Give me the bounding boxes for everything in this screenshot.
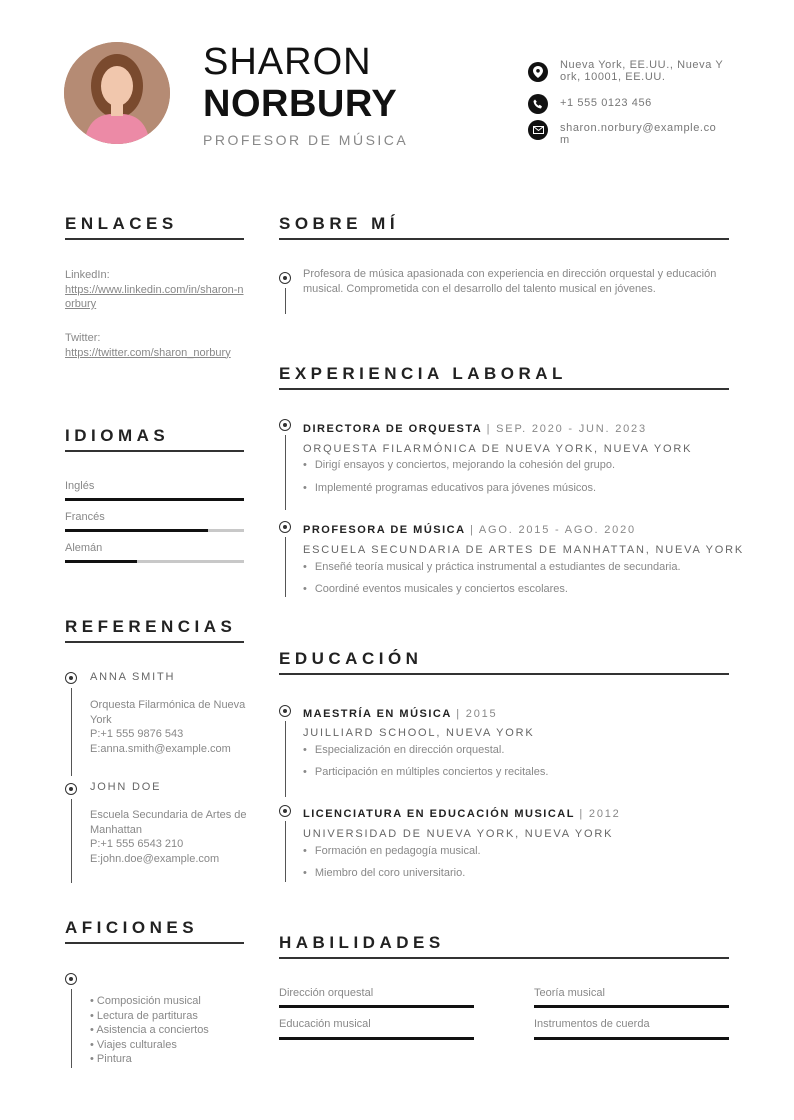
hobbies-divider [65, 942, 244, 944]
degree-bullet-icon [279, 805, 291, 817]
twitter-block [65, 331, 245, 360]
references-divider [65, 641, 244, 643]
skill-bar [279, 1005, 474, 1008]
language-level-fill [65, 560, 137, 563]
language-item [65, 541, 244, 572]
about-divider [279, 238, 729, 240]
hobby-item: • Asistencia a conciertos [90, 1023, 209, 1038]
job-title: PROFESOR DE MÚSICA [203, 132, 409, 148]
reference-timeline [71, 799, 72, 883]
links-heading: ENLACES [65, 214, 178, 233]
job-bullet: • Implementé programas educativos para jóvenes músicos. [303, 482, 596, 494]
about-heading: SOBRE MÍ [279, 214, 400, 233]
language-name: Francés [65, 511, 105, 523]
degree-title: MAESTRÍA EN MÚSICA [303, 708, 452, 720]
twitter-link[interactable]: https://twitter.com/sharon_norbury [65, 346, 231, 359]
degree-header [303, 804, 621, 822]
skill-bar [279, 1037, 474, 1040]
language-bar [65, 529, 244, 532]
contact-phone: +1 555 0123 456 [560, 97, 652, 109]
hobbies-heading: AFICIONES [65, 918, 199, 937]
degree-dates: | 2015 [456, 708, 498, 720]
language-list [65, 479, 244, 572]
experience-divider [279, 388, 729, 390]
job-header [303, 520, 636, 538]
phone-icon [528, 94, 548, 114]
reference-details [90, 808, 250, 866]
degree-dates: | 2012 [579, 808, 621, 820]
languages-heading: IDIOMAS [65, 426, 170, 445]
job-bullet-icon [279, 521, 291, 533]
hobby-item: • Lectura de partituras [90, 1009, 209, 1024]
location-icon [528, 62, 548, 82]
reference-email: E:john.doe@example.com [90, 852, 220, 865]
language-item [65, 479, 244, 510]
hobbies-bullet-icon [65, 973, 77, 985]
language-name: Alemán [65, 542, 103, 554]
language-level-fill [65, 529, 208, 532]
reference-bullet-icon [65, 672, 77, 684]
reference-org: Orquesta Filarmónica de Nueva York [90, 699, 246, 726]
job-bullet: • Coordiné eventos musicales y conciertos escolares. [303, 583, 568, 595]
links-divider [65, 238, 244, 240]
degree-header [303, 704, 497, 722]
skills-heading: HABILIDADES [279, 933, 445, 952]
skill-name: Teoría musical [534, 987, 605, 999]
hobby-item: • Composición musical [90, 994, 209, 1009]
language-bar [65, 560, 244, 563]
skill-bar [534, 1005, 729, 1008]
reference-email: E:anna.smith@example.com [90, 742, 231, 755]
job-org: ESCUELA SECUNDARIA DE ARTES DE MANHATTAN, NUEVA YORK [303, 544, 745, 556]
email-icon [528, 120, 548, 140]
job-dates: | SEP. 2020 - JUN. 2023 [486, 423, 647, 435]
experience-heading: EXPERIENCIA LABORAL [279, 364, 567, 383]
reference-name: ANNA SMITH [90, 671, 176, 683]
linkedin-label: LinkedIn: [65, 269, 110, 281]
job-org: ORQUESTA FILARMÓNICA DE NUEVA YORK, NUEVA YORK [303, 443, 693, 455]
reference-bullet-icon [65, 783, 77, 795]
contact-address: Nueva York, EE.UU., Nueva York, 10001, EE.UU. [560, 59, 724, 83]
profile-photo [64, 42, 170, 144]
language-level-fill [65, 498, 244, 501]
hobbies-timeline [71, 989, 72, 1068]
language-item [65, 510, 244, 541]
skill-bar [534, 1037, 729, 1040]
job-bullet-icon [279, 419, 291, 431]
languages-divider [65, 450, 244, 452]
degree-bullet-icon [279, 705, 291, 717]
job-timeline [285, 435, 286, 510]
language-name: Inglés [65, 480, 95, 492]
reference-phone: P:+1 555 9876 543 [90, 728, 184, 740]
linkedin-link[interactable]: https://www.linkedin.com/in/sharon-norbury [65, 283, 244, 310]
skill-name: Dirección orquestal [279, 987, 374, 999]
degree-timeline [285, 721, 286, 797]
degree-bullet: • Especialización en dirección orquestal. [303, 744, 504, 756]
about-timeline [285, 288, 286, 314]
job-title: DIRECTORA DE ORQUESTA [303, 423, 483, 435]
reference-details [90, 698, 250, 756]
degree-bullet: • Formación en pedagogía musical. [303, 845, 481, 857]
job-timeline [285, 537, 286, 597]
language-bar [65, 498, 244, 501]
degree-school: UNIVERSIDAD DE NUEVA YORK, NUEVA YORK [303, 828, 614, 840]
reference-name: JOHN DOE [90, 781, 162, 793]
job-bullet: • Enseñé teoría musical y práctica instrumental a estudiantes de secundaria. [303, 561, 681, 573]
job-title: PROFESORA DE MÚSICA [303, 524, 466, 536]
reference-timeline [71, 688, 72, 776]
hobby-item: • Viajes culturales [90, 1038, 209, 1053]
about-text: Profesora de música apasionada con experiencia en dirección orquestal y educación musical. Comprometida con el desarrollo del talento musical en jóvenes. [303, 268, 717, 295]
degree-title: LICENCIATURA EN EDUCACIÓN MUSICAL [303, 808, 575, 820]
education-heading: EDUCACIÓN [279, 649, 423, 668]
references-heading: REFERENCIAS [65, 617, 237, 636]
hobby-item: • Pintura [90, 1052, 209, 1067]
linkedin-block [65, 268, 245, 312]
job-header [303, 419, 647, 437]
last-name: NORBURY [203, 83, 398, 125]
first-name: SHARON [203, 41, 372, 83]
hobbies-list [90, 994, 209, 1067]
contact-email: sharon.norbury@example.com [560, 122, 717, 146]
about-bullet-icon [279, 272, 291, 284]
skills-divider [279, 957, 729, 959]
reference-org: Escuela Secundaria de Artes de Manhattan [90, 809, 247, 836]
degree-bullet: • Miembro del coro universitario. [303, 867, 465, 879]
twitter-label: Twitter: [65, 332, 101, 344]
job-dates: | AGO. 2015 - AGO. 2020 [470, 524, 636, 536]
skill-name: Educación musical [279, 1018, 371, 1030]
degree-school: JUILLIARD SCHOOL, NUEVA YORK [303, 727, 535, 739]
reference-phone: P:+1 555 6543 210 [90, 838, 184, 850]
job-bullet: • Dirigí ensayos y conciertos, mejorando la cohesión del grupo. [303, 459, 615, 471]
degree-bullet: • Participación en múltiples conciertos y recitales. [303, 766, 548, 778]
skill-name: Instrumentos de cuerda [534, 1018, 650, 1030]
education-divider [279, 673, 729, 675]
degree-timeline [285, 821, 286, 882]
